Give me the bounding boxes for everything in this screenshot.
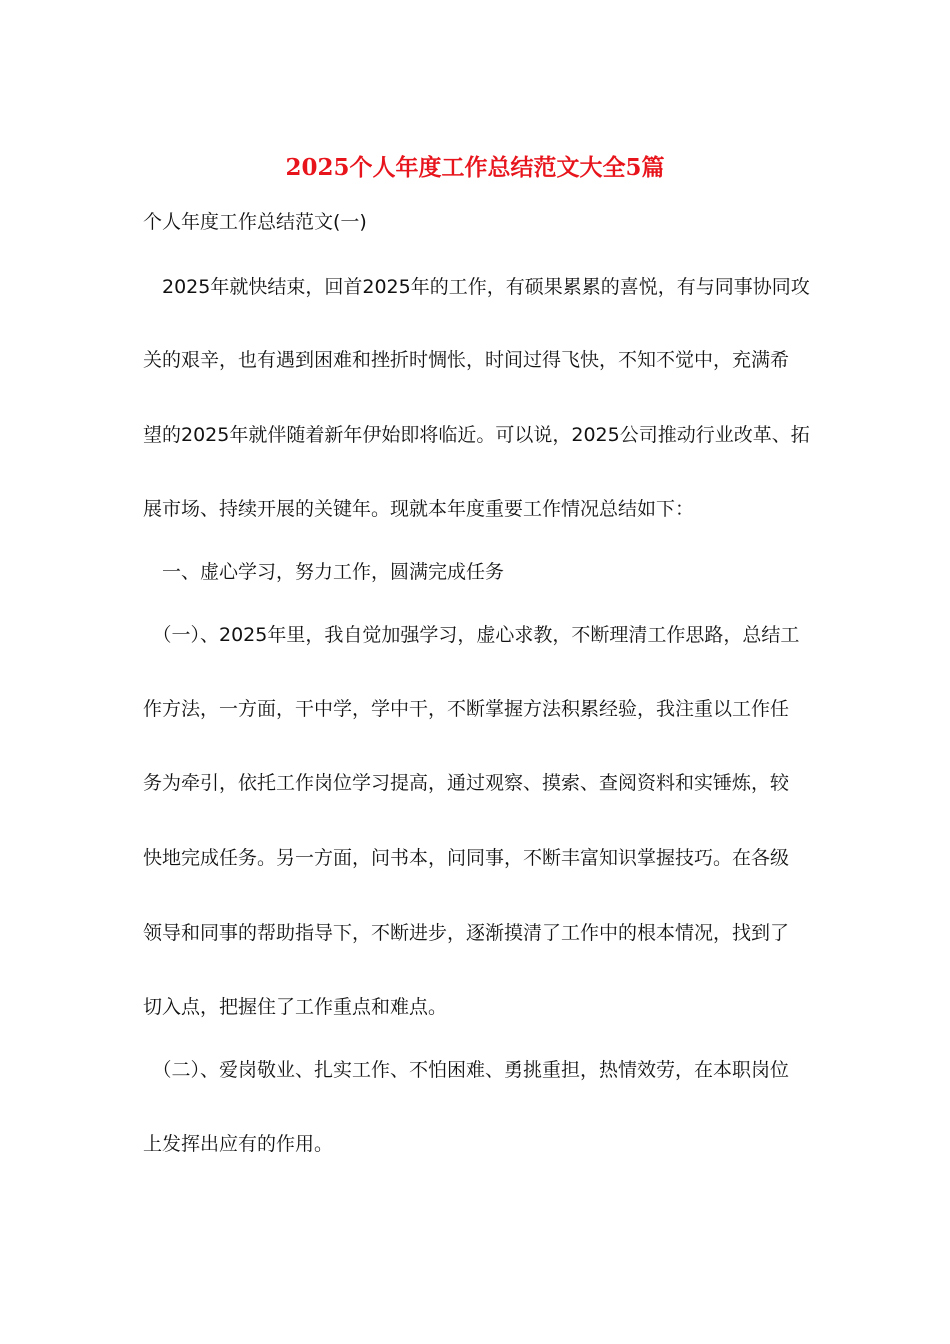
paragraph-line: 关的艰辛，也有遇到困难和挫折时惆怅，时间过得飞快，不知不觉中，充满希 <box>143 349 790 371</box>
paragraph-line: （二）、爱岗敬业、扎实工作、不怕困难、勇挑重担，热情效劳，在本职岗位 <box>143 1059 790 1081</box>
paragraph-line: 务为牵引，依托工作岗位学习提高，通过观察、摸索、查阅资料和实锤炼，较 <box>143 772 790 794</box>
document-title: 2025个人年度工作总结范文大全5篇 <box>285 154 665 181</box>
paragraph-line: 作方法，一方面，干中学，学中干，不断掌握方法积累经验，我注重以工作任 <box>143 698 790 720</box>
subheading-line: 一、虚心学习，努力工作，圆满完成任务 <box>143 561 505 583</box>
section-heading: 个人年度工作总结范文(一) <box>143 211 367 233</box>
paragraph-line: 快地完成任务。另一方面，问书本，问同事，不断丰富知识掌握技巧。在各级 <box>143 847 790 869</box>
paragraph-line: 2025年就快结束，回首2025年的工作，有硕果累累的喜悦，有与同事协同攻 <box>143 276 810 298</box>
paragraph-line: 展市场、持续开展的关键年。现就本年度重要工作情况总结如下： <box>143 498 695 520</box>
paragraph-line: 上发挥出应有的作用。 <box>143 1133 334 1155</box>
paragraph-line: 望的2025年就伴随着新年伊始即将临近。可以说，2025公司推动行业改革、拓 <box>143 424 810 446</box>
paragraph-line: 领导和同事的帮助指导下，不断进步，逐渐摸清了工作中的根本情况，找到了 <box>143 922 790 944</box>
paragraph-line: （一）、2025年里，我自觉加强学习，虚心求教，不断理清工作思路，总结工 <box>143 624 800 646</box>
paragraph-line: 切入点，把握住了工作重点和难点。 <box>143 996 448 1018</box>
